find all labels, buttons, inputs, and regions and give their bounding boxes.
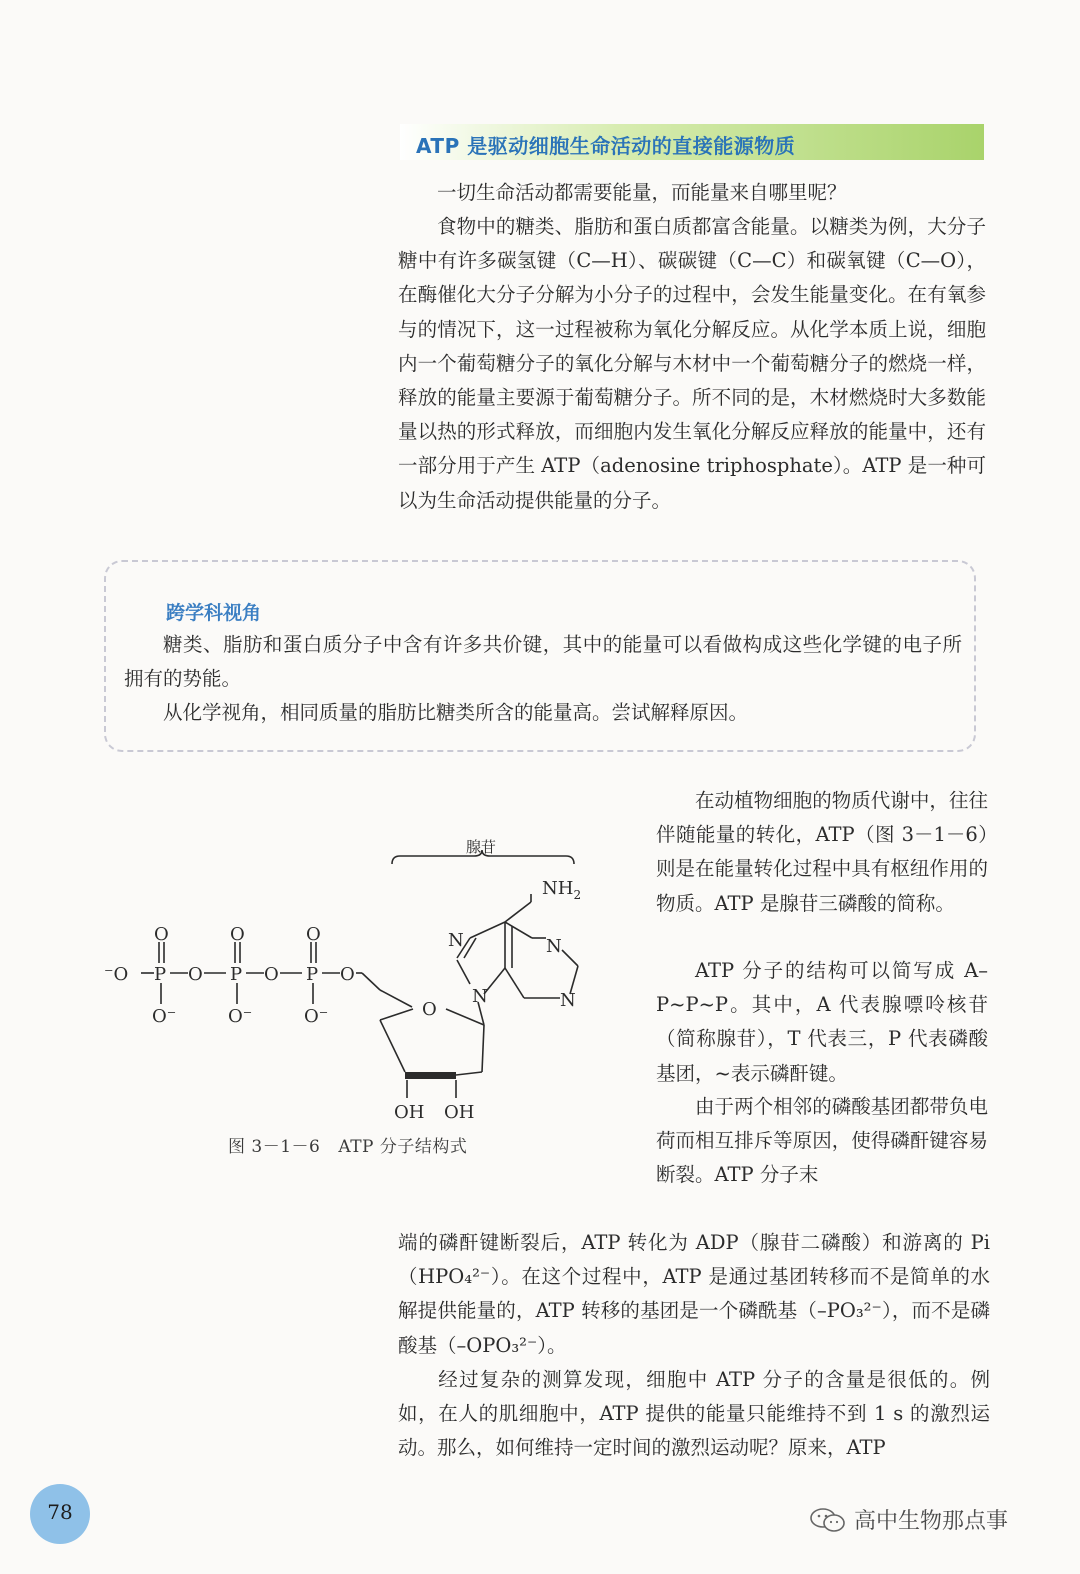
interdisciplinary-title: 跨学科视角 bbox=[166, 602, 262, 624]
svg-text:NH2 bbox=[542, 878, 581, 902]
nitrogen-3: N bbox=[560, 990, 576, 1011]
intro-paragraph: 食物中的糖类、脂肪和蛋白质都富含能量。以糖类为例，大分子糖中有许多碳氢键（C—H）、碳碳键（C—C）和碳氧键（C—O），在酶催化大分子分解为小分子的过程中，会发生能量变化。在有氧参与的情况下，这一过程被称为氧化分解反应。从化学本质上说，细胞内一个葡萄糖分子的氧化分解与木材中一个葡萄糖分子的燃烧一样，释放的能量主要源于葡萄糖分子。所不同的是，木材燃烧时大多数能量以热的形式释放，而细胞内发生氧化分解反应释放的能量中，还有一部分用于产生 ATP（adenosine triphosphate）。ATP 是一种可以为生命活动提供能量的分子。 bbox=[398, 215, 986, 512]
bridge-oxygen-1: O bbox=[188, 964, 203, 985]
interdisciplinary-paragraph: 糖类、脂肪和蛋白质分子中含有许多共价键，其中的能量可以看做构成这些化学键的电子所拥有的势能。 bbox=[124, 633, 962, 691]
page-number: 78 bbox=[47, 1500, 73, 1524]
bottom-paragraph-1: 端的磷酐键断裂后，ATP 转化为 ADP（腺苷二磷酸）和游离的 Pi（HPO₄²⁻）。在这个过程中，ATP 是通过基团转移而不是简单的水解提供能量的，ATP 转移的基团是一个磷酰基（–PO₃²⁻），而不是磷酸基（–OPO₃²⁻）。 bbox=[398, 1231, 990, 1357]
bridge-oxygen-2: O bbox=[264, 964, 279, 985]
right-paragraph: 由于两个相邻的磷酸基团都带负电荷而相互排斥等原因，使得磷酐键容易断裂。ATP 分子末 bbox=[656, 1095, 988, 1187]
intro-paragraph: 一切生命活动都需要能量，而能量来自哪里呢？ bbox=[437, 181, 847, 204]
nitrogen-9: N bbox=[472, 986, 488, 1007]
phosphorus-1: P bbox=[154, 964, 167, 985]
caption-number: 图 3－1－6 bbox=[228, 1137, 321, 1157]
phosphorus-3: P bbox=[306, 964, 319, 985]
double-bond-oxygen-3: O bbox=[306, 924, 321, 945]
watermark bbox=[808, 1504, 1008, 1535]
bridge-oxygen-3: O bbox=[340, 964, 355, 985]
nitrogen-7: N bbox=[448, 930, 464, 951]
adenosine-label: 腺苷 bbox=[466, 838, 497, 856]
nitrogen-1: N bbox=[546, 936, 562, 957]
right-paragraph: 在动植物细胞的物质代谢中，往往伴随能量的转化，ATP（图 3－1－6）则是在能量转化过程中具有枢纽作用的物质。ATP 是腺苷三磷酸的简称。 bbox=[656, 789, 988, 915]
charged-oxygen-3: O⁻ bbox=[304, 1006, 329, 1027]
watermark-text: 高中生物那点事 bbox=[854, 1509, 1009, 1534]
atp-structure-diagram bbox=[100, 830, 620, 1130]
wechat-icon bbox=[808, 1507, 848, 1533]
charged-oxygen-2: O⁻ bbox=[228, 1006, 253, 1027]
caption-title: ATP 分子结构式 bbox=[338, 1137, 468, 1157]
ribose-oxygen: O bbox=[422, 999, 437, 1020]
double-bond-oxygen-2: O bbox=[230, 924, 245, 945]
hydroxyl-3: OH bbox=[444, 1102, 475, 1123]
phosphorus-2: P bbox=[230, 964, 243, 985]
terminal-o-minus: ⁻O bbox=[104, 964, 129, 985]
interdisciplinary-paragraph: 从化学视角，相同质量的脂肪比糖类所含的能量高。尝试解释原因。 bbox=[163, 701, 749, 724]
figure-caption bbox=[228, 1132, 467, 1157]
charged-oxygen-1: O⁻ bbox=[152, 1006, 177, 1027]
nh2-label: NH bbox=[542, 878, 574, 899]
double-bond-oxygen-1: O bbox=[154, 924, 169, 945]
atp-structure-figure bbox=[100, 830, 620, 1130]
section-title: ATP 是驱动细胞生命活动的直接能源物质 bbox=[400, 124, 984, 160]
right-paragraph: ATP 分子的结构可以简写成 A–P~P~P。其中，A 代表腺嘌呤核苷（简称腺苷），T 代表三，P 代表磷酸基团，~表示磷酐键。 bbox=[656, 959, 988, 1085]
bottom-paragraphs bbox=[398, 1226, 990, 1465]
nh2-subscript: 2 bbox=[573, 888, 582, 902]
bottom-paragraph-2: 经过复杂的测算发现，细胞中 ATP 分子的含量是很低的。例如，在人的肌细胞中，ATP 提供的能量只能维持不到 1 s 的激烈运动。那么，如何维持一定时间的激烈运动呢？原来，ATP bbox=[398, 1367, 990, 1460]
hydroxyl-2: OH bbox=[394, 1102, 425, 1123]
